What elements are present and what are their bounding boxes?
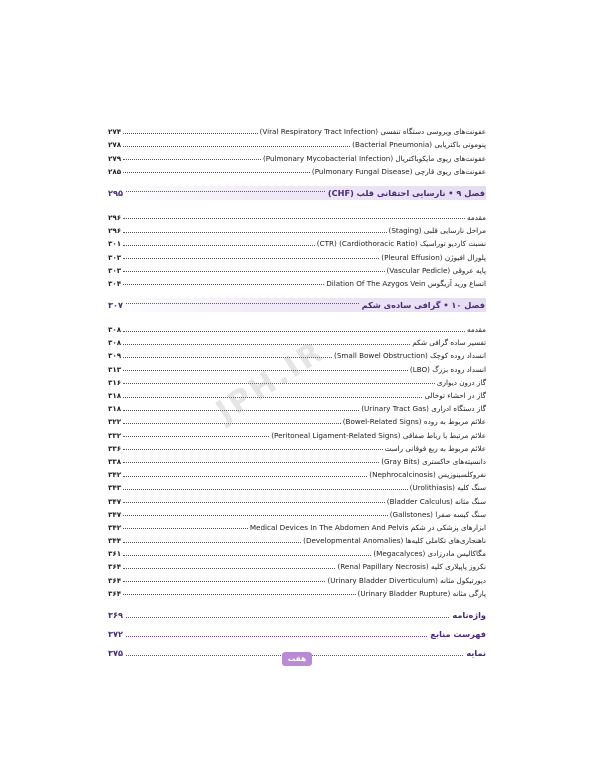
back-matter-entry[interactable]: نمایه ۳۷۵ [108, 647, 486, 658]
toc-entry[interactable]: اتساع ورید آزیگوس Dilation Of The Azygos Vein ۳۰۴ [108, 278, 486, 288]
toc-entry[interactable]: علائم مرتبط با رباط صفاقی (Peritoneal Ligament-Related Signs) ۳۳۲ [108, 430, 486, 440]
watermark: JPH.IR [210, 333, 332, 430]
back-matter-entry[interactable]: فهرست منابع ۳۷۲ [108, 628, 486, 639]
toc-entry[interactable]: مقدمه ۳۰۸ [108, 325, 486, 335]
toc-entry[interactable]: انسداد روده کوچک (Small Bowel Obstruction) ۳۰۹ [108, 351, 486, 361]
toc-entry[interactable]: سنگ کیسه صفرا (Gallstones) ۳۴۷ [108, 509, 486, 519]
toc-entry[interactable]: نکروز پاپیلاری کلیه (Renal Papillary Necrosis) ۳۶۴ [108, 562, 486, 572]
toc-entry[interactable]: ناهنجاری‌های تکاملی کلیه‌ها (Developmental Anomalies) ۳۴۴ [108, 536, 486, 546]
toc-entry[interactable]: تفسیر ساده گرافی شکم ۳۰۸ [108, 338, 486, 348]
page-number-badge: هفت [282, 652, 312, 666]
toc-entry[interactable]: پنومونی باکتریایی (Bacterial Pneumonia) ۲۷۸ [108, 140, 486, 150]
chapter-title: فصل ۱۰ • گرافی ساده‌ی شکم [361, 299, 485, 310]
toc-top-section [108, 123, 486, 176]
chapter-10-heading[interactable] [108, 298, 486, 312]
back-matter [108, 608, 486, 658]
toc-entry[interactable]: مراحل نارسایی قلبی (Staging) ۲۹۶ [108, 226, 486, 236]
back-matter-entry[interactable]: واژه‌نامه ۳۶۹ [108, 609, 486, 620]
toc-entry[interactable]: نسبت کاردیو توراسیک (Cardiothoracic Ratio) (CTR) ۳۰۱ [108, 239, 486, 249]
chapter-9-heading[interactable] [108, 186, 486, 200]
chapter-title: فصل ۹ • نارسایی احتقانی قلب (CHF) [327, 187, 485, 198]
toc-entry[interactable]: عفونت‌های ریوی قارچی (Pulmonary Fungal Disease) ۲۸۵ [108, 166, 486, 176]
toc-entry[interactable]: علائم مربوط به ربع فوقانی راست ۳۳۶ [108, 443, 486, 453]
toc-entry[interactable]: دانسیته‌های خاکستری (Gray Bits) ۳۳۸ [108, 456, 486, 466]
toc-entry[interactable]: مگاکالیس مادرزادی (Megacalyces) ۳۶۱ [108, 549, 486, 559]
toc-entry[interactable]: عفونت‌های ریوی مایکوباکتریال (Pulmonary Mycobacterial Infection) ۲۷۹ [108, 153, 486, 163]
toc-entry[interactable]: پایه عروقی (Vascular Pedicle) ۳۰۳ [108, 265, 486, 275]
chapter-page: ۲۹۵ [108, 187, 123, 198]
toc-entry[interactable]: پلورال افیوژن (Pleural Effusion) ۳۰۳ [108, 252, 486, 262]
chapter-9-entries [108, 209, 486, 288]
toc-entry[interactable]: انسداد روده بزرگ (LBO) ۳۱۳ [108, 364, 486, 374]
toc-entry[interactable]: گاز درون دیواری ۳۱۶ [108, 377, 486, 387]
toc-entry[interactable]: علائم مربوط به روده (Bowel-Related Signs) ۳۲۲ [108, 417, 486, 427]
toc-entry[interactable]: پارگی مثانه (Urinary Bladder Rupture) ۳۶۴ [108, 588, 486, 598]
toc-entry[interactable]: عفونت‌های ویروسی دستگاه تنفسی (Viral Respiratory Tract Infection) ۲۷۴ [108, 127, 486, 137]
toc-entry[interactable]: ابزارهای پزشکی در شکم Medical Devices In The Abdomen And Pelvis ۳۴۲ [108, 522, 486, 532]
toc-entry[interactable]: دیورتیکول مثانه (Urinary Bladder Diverticulum) ۳۶۴ [108, 575, 486, 585]
toc-entry[interactable]: گاز در احشاء توخالی ۳۱۸ [108, 391, 486, 400]
toc-entry[interactable]: نفروکلسینوزیس (Nephrocalcinosis) ۳۴۲ [108, 470, 486, 480]
toc-entry[interactable]: گاز دستگاه ادراری (Urinary Tract Gas) ۳۱۸ [108, 404, 486, 414]
toc-entry[interactable]: سنگ کلیه (Urolithiasis) ۳۴۳ [108, 483, 486, 493]
chapter-page: ۳۰۷ [108, 299, 123, 310]
toc-entry[interactable]: سنگ مثانه (Bladder Calculus) ۳۴۷ [108, 496, 486, 506]
toc-entry[interactable]: مقدمه ۲۹۶ [108, 212, 486, 222]
toc-content [108, 123, 486, 665]
